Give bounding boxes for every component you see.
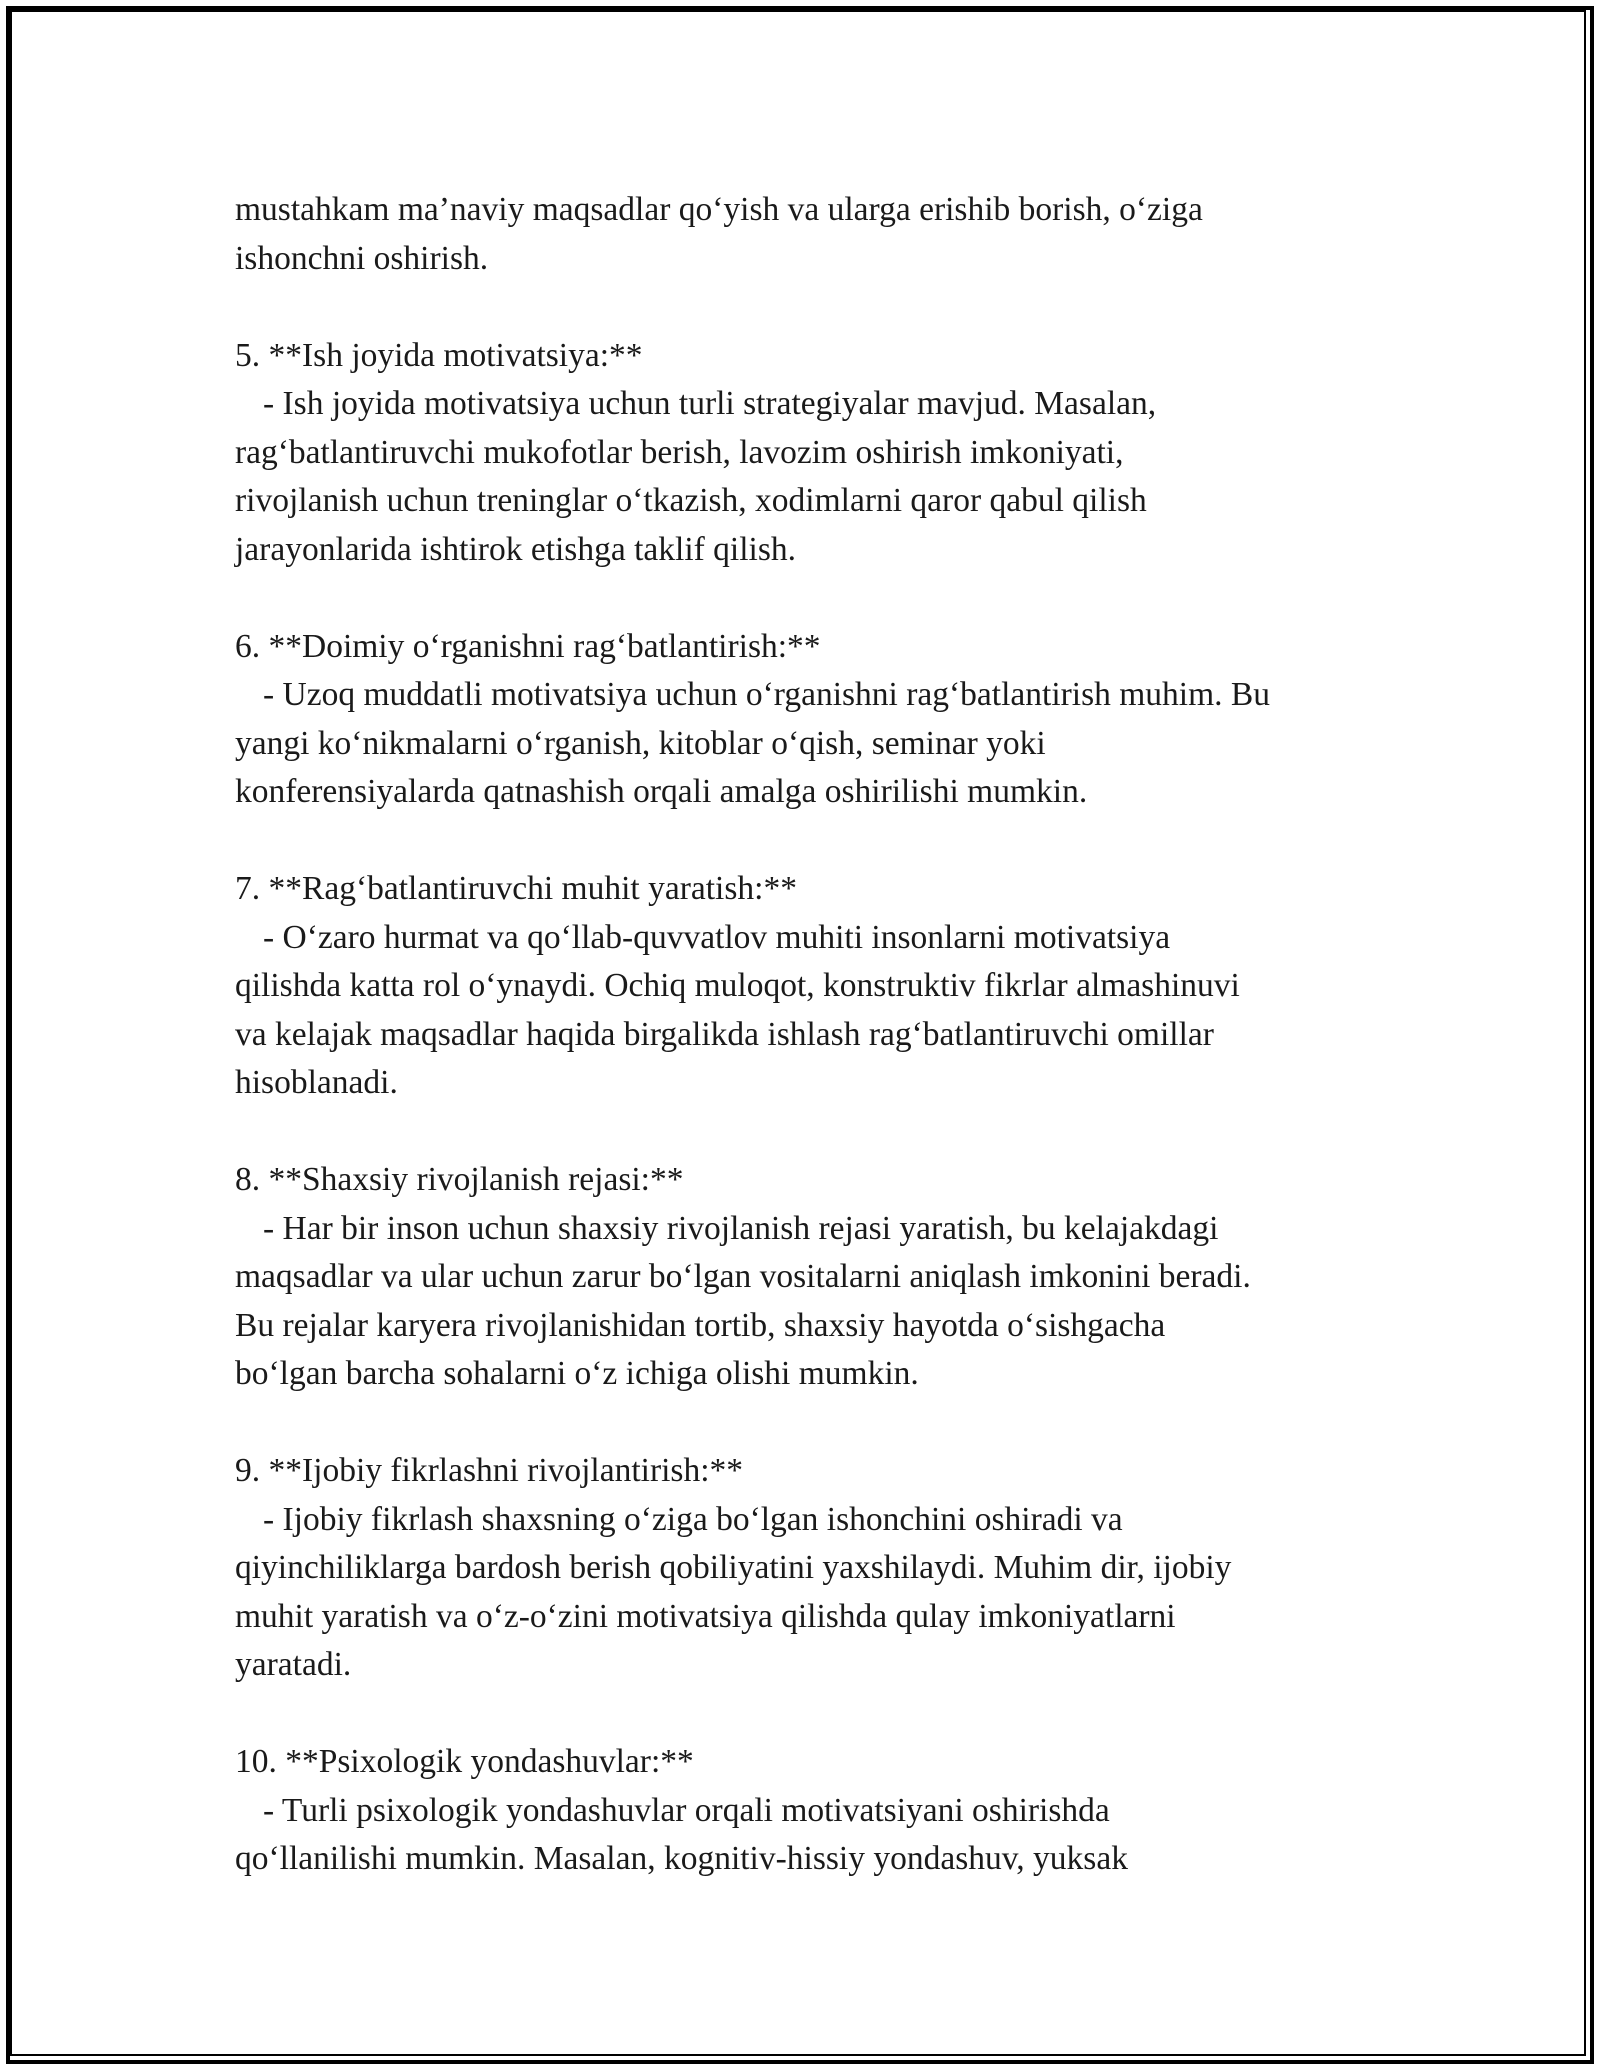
paragraph-gap bbox=[235, 1108, 1380, 1157]
text-line: yangi ko‘nikmalarni o‘rganish, kitoblar o‘qish, seminar yoki bbox=[235, 724, 1046, 762]
paragraph-gap bbox=[235, 817, 1380, 866]
section-heading: 10. **Psixologik yondashuvlar:** bbox=[235, 1743, 694, 1780]
section-heading: 6. **Doimiy o‘rganishni rag‘batlantirish:** bbox=[235, 627, 821, 665]
text-line: qiyinchiliklarga bardosh berish qobiliyatini yaxshilaydi. Muhim dir, ijobiy bbox=[235, 1549, 1232, 1586]
text-line: rivojlanish uchun treninglar o‘tkazish, xodimlarni qaror qabul qilish bbox=[235, 482, 1147, 519]
text-line: - Ish joyida motivatsiya uchun turli strategiyalar mavjud. Masalan, bbox=[263, 385, 1157, 422]
text-line: yaratadi. bbox=[235, 1646, 352, 1683]
section-9 bbox=[235, 1447, 1380, 1690]
text-line: - Har bir inson uchun shaxsiy rivojlanish rejasi yaratish, bu kelajakdagi bbox=[263, 1209, 1219, 1247]
text-line: jarayonlarida ishtirok etishga taklif qilish. bbox=[235, 530, 796, 568]
text-line: rag‘batlantiruvchi mukofotlar berish, lavozim oshirish imkoniyati, bbox=[235, 433, 1124, 471]
text-line: - Ijobiy fikrlash shaxsning o‘ziga bo‘lgan ishonchini oshiradi va bbox=[263, 1500, 1123, 1538]
text-line: muhit yaratish va o‘z-o‘zini motivatsiya qilishda qulay imkoniyatlarni bbox=[235, 1597, 1176, 1635]
text-line: qilishda katta rol o‘ynaydi. Ochiq muloqot, konstruktiv fikrlar almashinuvi bbox=[235, 967, 1240, 1004]
text-line: hisoblanadi. bbox=[235, 1064, 398, 1101]
text-line: - Uzoq muddatli motivatsiya uchun o‘rganishni rag‘batlantirish muhim. Bu bbox=[263, 676, 1271, 713]
text-line: konferensiyalarda qatnashish orqali amalga oshirilishi mumkin. bbox=[235, 773, 1088, 810]
section-heading: 8. **Shaxsiy rivojlanish rejasi:** bbox=[235, 1161, 684, 1198]
paragraph-gap bbox=[235, 1399, 1380, 1448]
text-line: Bu rejalar karyera rivojlanishidan tortib, shaxsiy hayotda o‘sishgacha bbox=[235, 1306, 1166, 1344]
text-line: qo‘llanilishi mumkin. Masalan, kognitiv-hissiy yondashuv, yuksak bbox=[235, 1840, 1128, 1877]
text-line: ishonchni oshirish. bbox=[235, 239, 489, 277]
intro-paragraph bbox=[235, 186, 1380, 283]
text-line: - O‘zaro hurmat va qo‘llab-quvvatlov muhiti insonlarni motivatsiya bbox=[263, 918, 1171, 956]
paragraph-gap bbox=[235, 283, 1380, 332]
text-line: va kelajak maqsadlar haqida birgalikda ishlash rag‘batlantiruvchi omillar bbox=[235, 1015, 1214, 1053]
document-body bbox=[235, 186, 1380, 1884]
section-6 bbox=[235, 623, 1380, 817]
section-heading: 7. **Rag‘batlantiruvchi muhit yaratish:** bbox=[235, 870, 797, 907]
section-10 bbox=[235, 1738, 1380, 1884]
section-7 bbox=[235, 865, 1380, 1108]
paragraph-gap bbox=[235, 574, 1380, 623]
paragraph-gap bbox=[235, 1690, 1380, 1739]
section-heading: 5. **Ish joyida motivatsiya:** bbox=[235, 336, 643, 374]
text-line: maqsadlar va ular uchun zarur bo‘lgan vositalarni aniqlash imkonini beradi. bbox=[235, 1258, 1251, 1295]
text-line: mustahkam ma’naviy maqsadlar qo‘yish va ularga erishib borish, o‘ziga bbox=[235, 191, 1203, 228]
text-line: bo‘lgan barcha sohalarni o‘z ichiga olishi mumkin. bbox=[235, 1355, 919, 1392]
section-5 bbox=[235, 332, 1380, 575]
section-heading: 9. **Ijobiy fikrlashni rivojlantirish:** bbox=[235, 1452, 744, 1489]
text-line: - Turli psixologik yondashuvlar orqali motivatsiyani oshirishda bbox=[263, 1791, 1110, 1829]
section-8 bbox=[235, 1156, 1380, 1399]
